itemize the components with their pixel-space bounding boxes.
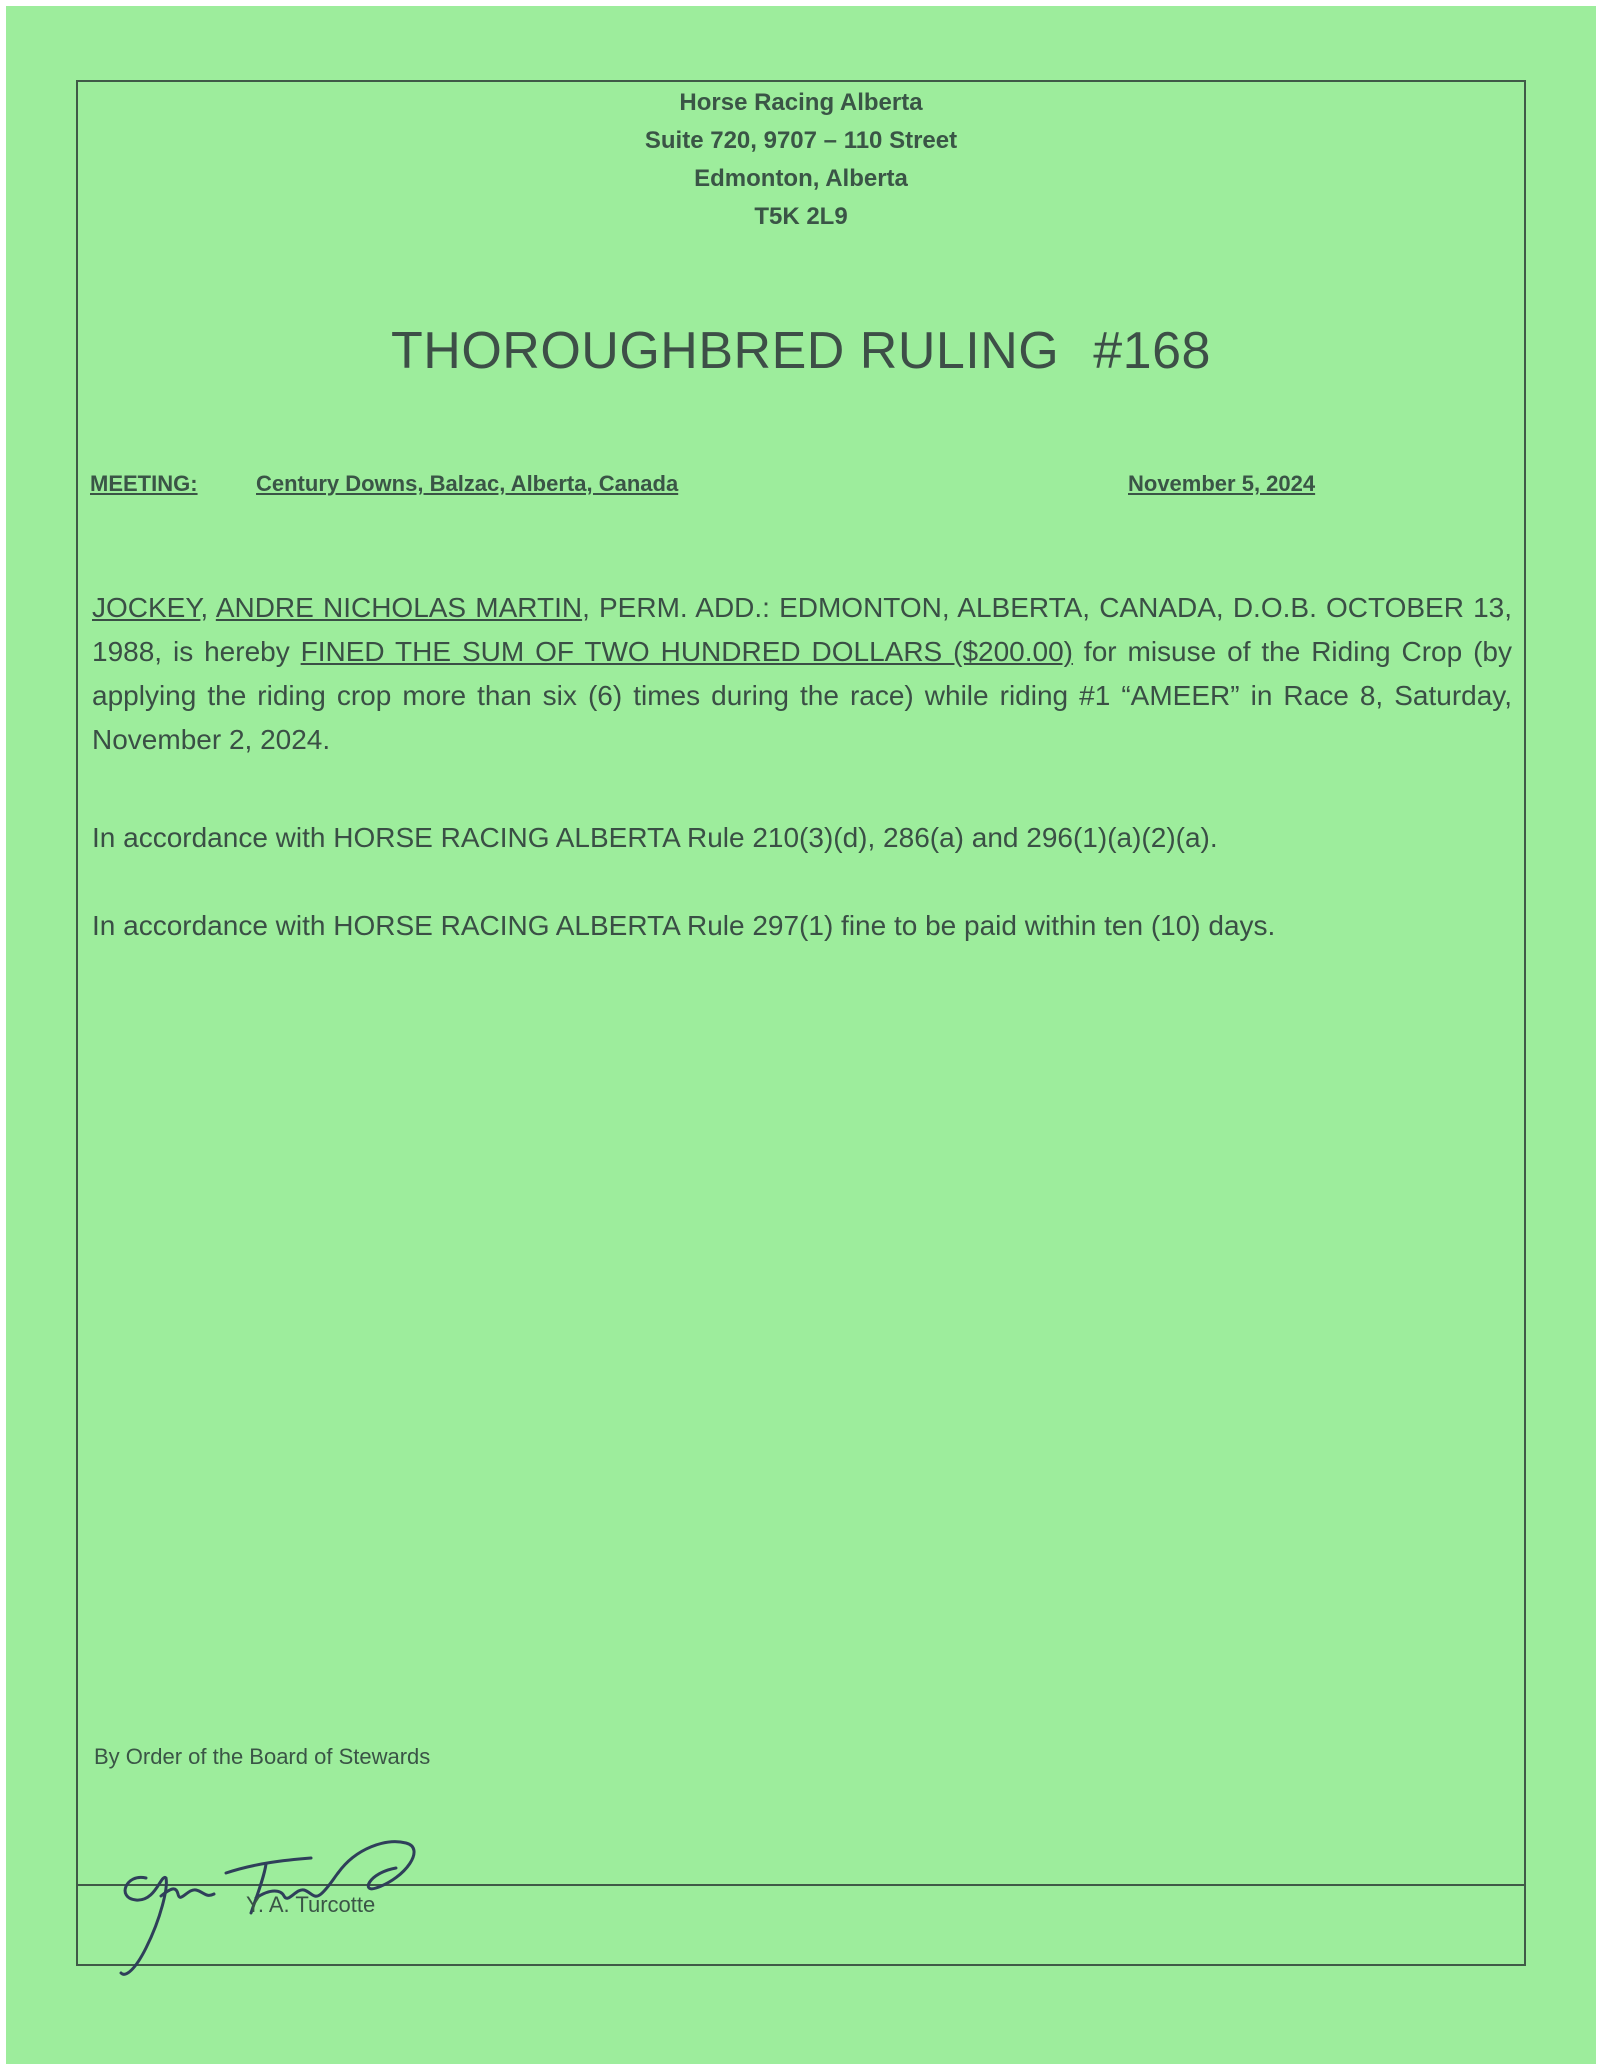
signer-name: Y. A. Turcotte — [246, 1892, 376, 1917]
payment-paragraph: In accordance with HORSE RACING ALBERTA Rule 297(1) fine to be paid within ten (10) days. — [92, 910, 1276, 941]
separator: , — [200, 592, 216, 623]
address-line-2: Edmonton, Alberta — [694, 165, 908, 192]
meeting-label: MEETING: — [90, 471, 198, 496]
letterhead — [6, 84, 1596, 236]
meeting-place: Century Downs, Balzac, Alberta, Canada — [256, 471, 679, 496]
licensee-name: ANDRE NICHOLAS MARTIN — [215, 592, 583, 623]
rules-paragraph: In accordance with HORSE RACING ALBERTA Rule 210(3)(d), 286(a) and 296(1)(a)(2)(a). — [92, 822, 1218, 853]
ruling-paragraph — [92, 586, 1512, 762]
title-text: THOROUGHBRED RULING — [391, 322, 1060, 380]
ruling-page — [6, 6, 1596, 2064]
postal-code: T5K 2L9 — [754, 203, 848, 230]
ruling-text-2: for misuse of the Riding Crop (by applying the riding crop more than six (6) times during the race) while riding #1 “AMEER” in Race 8, Saturday, November 2, 2024. — [92, 636, 1513, 755]
meeting-line — [90, 471, 1360, 503]
document-title — [6, 321, 1596, 381]
organization-name: Horse Racing Alberta — [679, 89, 923, 116]
board-order-text: By Order of the Board of Stewards — [94, 1744, 431, 1769]
address-line-1: Suite 720, 9707 – 110 Street — [644, 127, 958, 154]
meeting-date: November 5, 2024 — [1128, 471, 1316, 496]
ruling-number: #168 — [1093, 322, 1211, 380]
licensee-role: JOCKEY — [92, 592, 201, 623]
ruling-text-1: , PERM. ADD.: EDMONTON, ALBERTA, CANADA, D.O.B. OCTOBER 13, 1988, is hereby — [92, 592, 1512, 667]
fine-amount: FINED THE SUM OF TWO HUNDRED DOLLARS ($200.00) — [300, 636, 1074, 667]
